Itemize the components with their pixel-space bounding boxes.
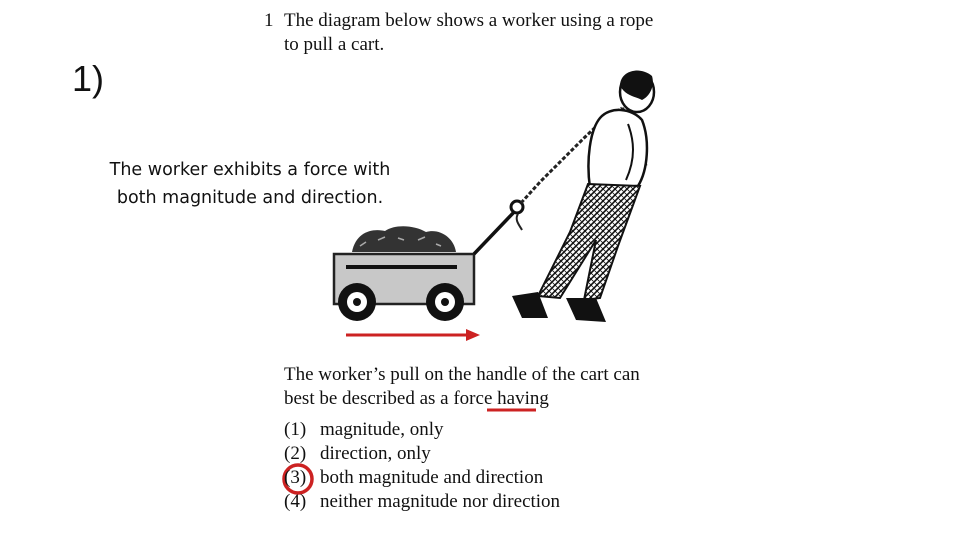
note-line-1: The worker exhibits a force with <box>109 160 391 180</box>
option-text: direction, only <box>320 443 431 464</box>
option-3 <box>284 467 543 489</box>
cart-handle <box>474 210 516 254</box>
option-number: (4) <box>284 491 307 512</box>
question-number: 1 <box>264 10 274 31</box>
option-number: (2) <box>284 443 307 464</box>
note-line-2: both magnitude and direction. <box>116 188 384 208</box>
intro-line-2: to pull a cart. <box>284 34 385 55</box>
stem-line-2-post: having <box>492 388 549 409</box>
stem-line-1: The worker’s pull on the handle of the cart can <box>284 364 640 385</box>
cart-load <box>352 226 456 252</box>
option-text: both magnitude and direction <box>320 467 544 488</box>
stem-word-force: force <box>453 388 493 409</box>
cart <box>334 201 523 321</box>
stem-line-2 <box>284 387 744 411</box>
worker-pants <box>538 184 640 300</box>
stem-line-2-pre: best be described as a <box>284 388 454 409</box>
direction-arrow-head <box>466 329 480 341</box>
worker <box>512 71 654 322</box>
option-text: neither magnitude nor direction <box>320 491 561 512</box>
option-number: (3) <box>284 467 307 488</box>
option-text: magnitude, only <box>320 419 444 440</box>
worker-shirt <box>588 110 646 188</box>
question-stem <box>284 363 744 411</box>
cart-wheel-left <box>338 283 376 321</box>
option-2 <box>284 443 431 465</box>
rope-tail <box>517 214 522 230</box>
option-number: (1) <box>284 419 307 440</box>
slide-number: 1) <box>72 58 105 99</box>
worker-shoe-right <box>566 298 606 322</box>
cart-wheel-right <box>426 283 464 321</box>
option-4 <box>284 491 560 513</box>
intro-line-1: The diagram below shows a worker using a rope <box>284 10 654 31</box>
option-1 <box>284 419 443 441</box>
